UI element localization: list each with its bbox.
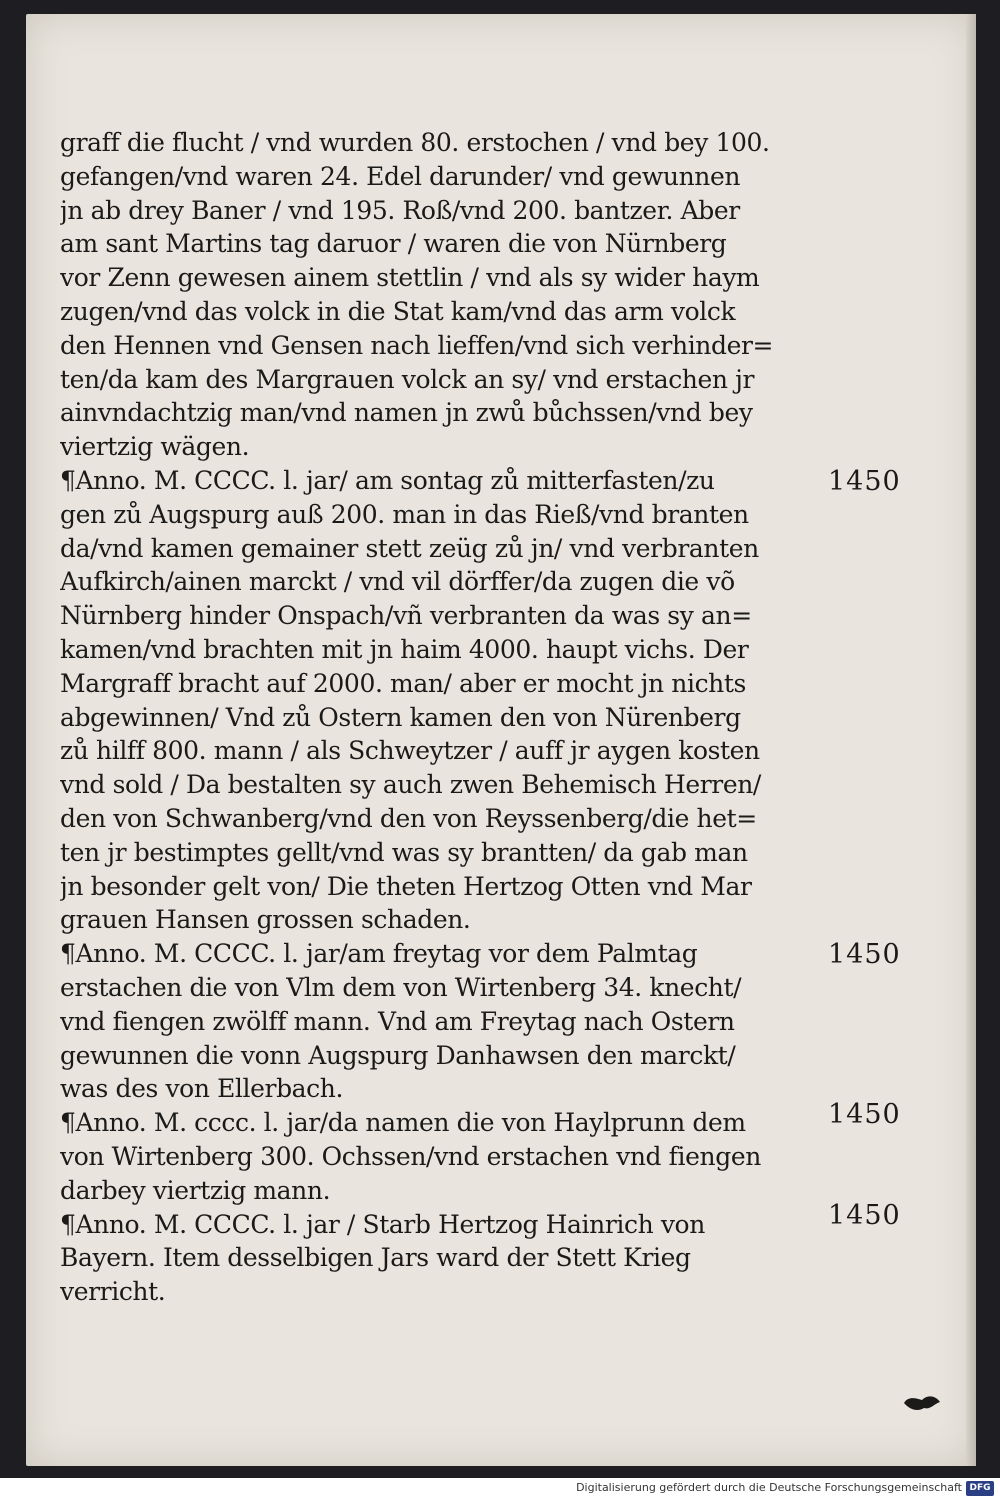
text-line: verricht. bbox=[60, 1277, 166, 1307]
margin-year: 1450 bbox=[828, 939, 901, 970]
text-line: am sant Martins tag daruor / waren die von Nürnberg bbox=[60, 229, 727, 259]
dfg-logo: DFG bbox=[966, 1481, 994, 1496]
text-line: zů hilff 800. mann / als Schweytzer / auff jr aygen kosten bbox=[60, 736, 760, 766]
book-page bbox=[26, 14, 976, 1466]
text-line: darbey viertzig mann. bbox=[60, 1175, 331, 1205]
entry-first-line: ¶Anno. M. CCCC. l. jar / Starb Hertzog Hainrich von bbox=[60, 1209, 705, 1239]
text-line: jn ab drey Baner / vnd 195. Roß/vnd 200. bantzer. Aber bbox=[60, 195, 740, 225]
entry-first-line: ¶Anno. M. CCCC. l. jar/ am sontag zů mitterfasten/zu bbox=[60, 465, 715, 495]
footer-bar bbox=[0, 1478, 1000, 1500]
text-line: von Wirtenberg 300. Ochssen/vnd erstachen vnd fiengen bbox=[60, 1141, 761, 1171]
text-line: ten/da kam des Margrauen volck an sy/ vnd erstachen jr bbox=[60, 364, 755, 394]
text-line: vnd fiengen zwölff mann. Vnd am Freytag nach Ostern bbox=[60, 1006, 735, 1036]
text-line: gen zů Augspurg auß 200. man in das Rieß/vnd branten bbox=[60, 499, 749, 529]
text-line: graff die flucht / vnd wurden 80. erstochen / vnd bey 100. bbox=[60, 128, 770, 157]
text-line: kamen/vnd brachten mit jn haim 4000. haupt vichs. Der bbox=[60, 634, 749, 664]
text-line: viertzig wägen. bbox=[60, 432, 250, 462]
text-line: jn besonder gelt von/ Die theten Hertzog Otten vnd Mar bbox=[60, 871, 752, 901]
text-line: Margraff bracht auf 2000. man/ aber er mocht jn nichts bbox=[60, 668, 746, 698]
text-line: gefangen/vnd waren 24. Edel darunder/ vnd gewunnen bbox=[60, 161, 741, 191]
text-line: zugen/vnd das volck in die Stat kam/vnd das arm volck bbox=[60, 296, 736, 326]
margin-year: 1450 bbox=[828, 466, 901, 497]
text-line: vor Zenn gewesen ainem stettlin / vnd als sy wider haym bbox=[60, 263, 760, 293]
margin-year: 1450 bbox=[828, 1099, 901, 1130]
page-edge bbox=[966, 14, 976, 1466]
text-line: vnd sold / Da bestalten sy auch zwen Behemisch Herren/ bbox=[60, 770, 761, 800]
entry-first-line: ¶Anno. M. cccc. l. jar/da namen die von Haylprunn dem bbox=[60, 1108, 746, 1138]
text-line: den Hennen vnd Gensen nach lieffen/vnd sich verhinder= bbox=[60, 330, 774, 360]
funding-credit: Digitalisierung gefördert durch die Deutsche Forschungsgemeinschaft bbox=[576, 1481, 962, 1494]
entry-first-line: ¶Anno. M. CCCC. l. jar/am freytag vor dem Palmtag bbox=[60, 939, 698, 969]
text-line: gewunnen die vonn Augspurg Danhawsen den marckt/ bbox=[60, 1040, 736, 1070]
page-text bbox=[60, 126, 850, 1309]
text-line: den von Schwanberg/vnd den von Reyssenberg/die het= bbox=[60, 803, 757, 833]
text-line: abgewinnen/ Vnd zů Ostern kamen den von Nürenberg bbox=[60, 702, 741, 732]
text-line: grauen Hansen grossen schaden. bbox=[60, 905, 471, 935]
text-line: Aufkirch/ainen marckt / vnd vil dörffer/da zugen die võ bbox=[60, 567, 735, 597]
text-line: Bayern. Item desselbigen Jars ward der Stett Krieg bbox=[60, 1243, 691, 1273]
ink-blot-icon bbox=[900, 1390, 944, 1416]
text-line: ten jr bestimptes gellt/vnd was sy brantten/ da gab man bbox=[60, 837, 748, 867]
text-line: was des von Ellerbach. bbox=[60, 1074, 344, 1104]
margin-year: 1450 bbox=[828, 1200, 901, 1231]
text-line: da/vnd kamen gemainer stett zeüg zů jn/ vnd verbranten bbox=[60, 533, 759, 563]
text-line: erstachen die von Vlm dem von Wirtenberg 34. knecht/ bbox=[60, 972, 742, 1002]
text-line: ainvndachtzig man/vnd namen jn zwů bůchssen/vnd bey bbox=[60, 398, 753, 428]
text-line: Nürnberg hinder Onspach/vñ verbranten da was sy an= bbox=[60, 601, 752, 631]
